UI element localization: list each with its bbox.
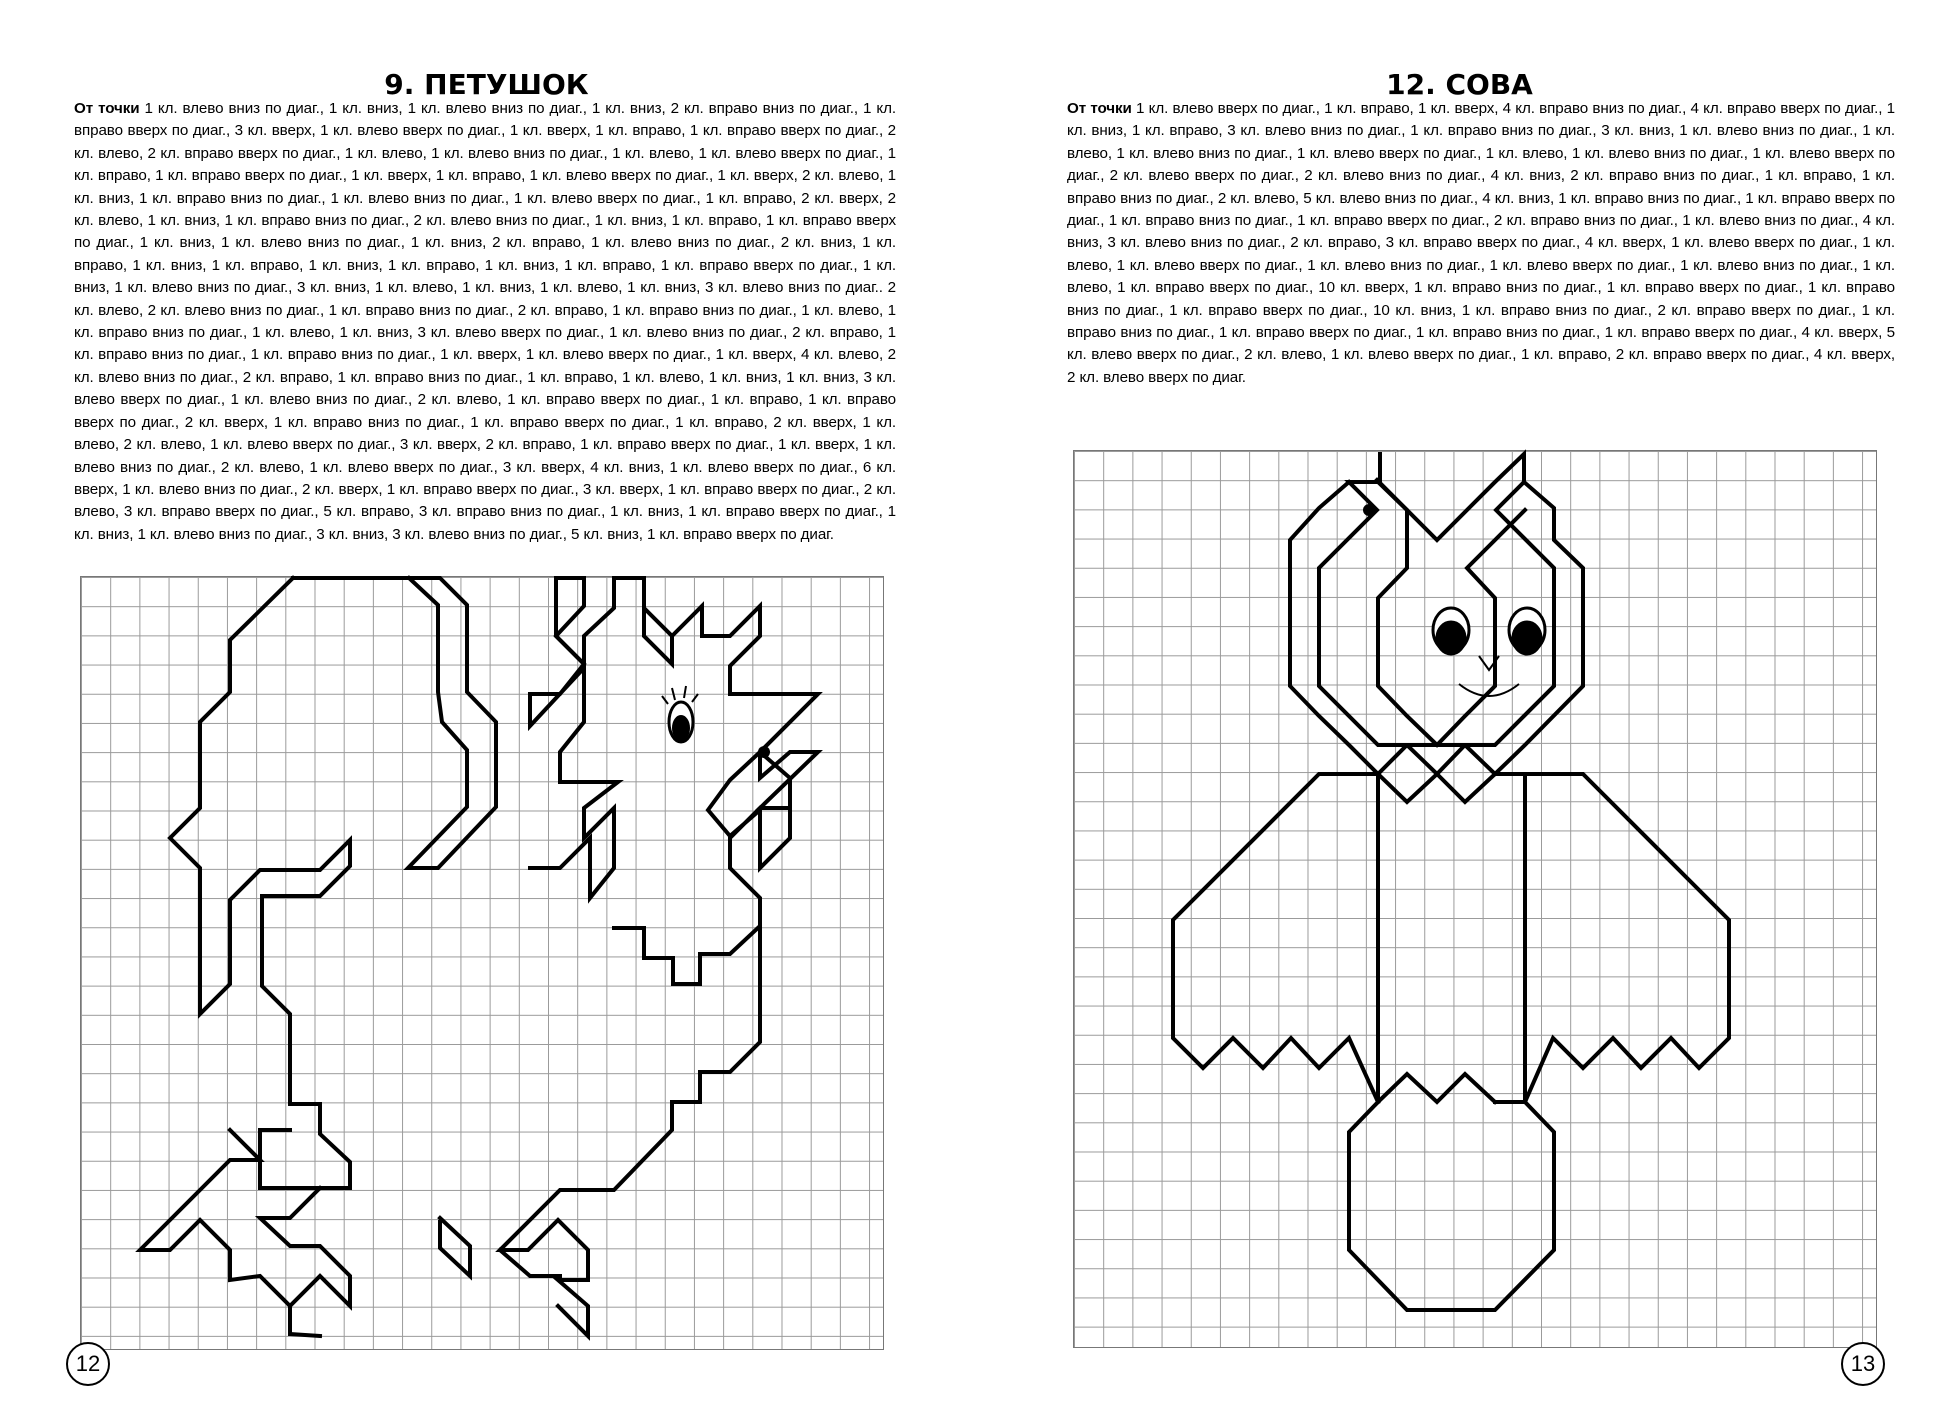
page-title: 9. ПЕТУШОК: [384, 68, 589, 101]
rooster-tail: [170, 578, 350, 1188]
instructions-lead: От точки: [74, 100, 140, 117]
owl-body-right: [1495, 774, 1525, 1102]
owl-body-left: [1378, 774, 1495, 1102]
owl-drawing: [973, 0, 1946, 1415]
page-number: 13: [1841, 1342, 1885, 1386]
rooster-eye: [662, 686, 698, 742]
owl-eyes: [1433, 608, 1545, 654]
instructions-body: 1 кл. влево вверх по диаг., 1 кл. вправо, 1 кл. вверх, 4 кл. вправо вниз по диаг., 4 кл. вправо вверх по диаг., 1 кл. вниз, 1 кл. вправо, 3 кл. влево вниз по диаг., 1 кл. вправо вниз по диаг., 3 кл. вниз, 1 кл. влево вниз по диаг., 1 кл. влево, 1 кл. влево вниз по диаг., 1 кл. влево вверх по диаг., 1 кл. влево, 1 кл. влево вниз по диаг., 1 кл. влево вверх по диаг., 2 кл. влево вверх по диаг., 2 кл. влево вниз по диаг., 4 кл. вниз, 2 кл. вправо вниз по диаг., 1 кл. вправо, 1 кл. вправо вниз по диаг., 2 кл. влево, 5 кл. влево вниз по диаг., 4 кл. вниз, 1 кл. вправо вниз по диаг., 1 кл. вправо вверх по диаг., 1 кл. вправо вниз по диаг., 1 кл. вправо вверх по диаг., 2 кл. вправо вниз по диаг., 1 кл. влево вниз по диаг., 4 кл. вниз, 3 кл. влево вниз по диаг., 2 кл. вправо, 3 кл. вправо вверх по диаг., 4 кл. вверх, 1 кл. влево вверх по диаг., 1 кл. влево, 1 кл. влево вверх по диаг., 1 кл. влево вниз по диаг., 1 кл. влево вверх по диаг., 1 кл. влево вниз по диаг., 1 кл. влево, 1 кл. вправо вверх по диаг., 10 кл. вверх, 1 кл. вправо вниз по диаг., 1 кл. вправо вверх по диаг., 1 кл. вправо вниз по диаг., 1 кл. вправо вверх по диаг., 10 кл. вниз, 1 кл. вправо вниз по диаг., 2 кл. вправо вверх по диаг., 1 кл. вправо вниз по диаг., 1 кл. вправо вверх по диаг., 1 кл. вправо вниз по диаг., 1 кл. вправо вверх по диаг., 4 кл. вверх, 5 кл. влево вверх по диаг., 2 кл. влево, 1 кл. влево вверх по диаг., 1 кл. вправо, 2 кл. вправо вверх по диаг., 4 кл. вверх, 2 кл. влево вверх по диаг.: [1067, 100, 1895, 386]
instructions-body: 1 кл. влево вниз по диаг., 1 кл. вниз, 1 кл. влево вниз по диаг., 1 кл. вниз, 2 кл. вправо вниз по диаг., 1 кл. вправо вверх по диаг., 3 кл. вверх, 1 кл. влево вверх по диаг., 1 кл. вверх, 1 кл. вправо, 1 кл. вправо вверх по диаг., 2 кл. влево, 2 кл. вправо вверх по диаг., 1 кл. влево, 1 кл. влево вниз по диаг., 1 кл. влево, 1 кл. влево вверх по диаг., 1 кл. вправо, 1 кл. вправо вверх по диаг., 1 кл. вверх, 1 кл. вправо, 1 кл. влево вверх по диаг., 1 кл. вверх, 2 кл. влево, 1 кл. вниз, 1 кл. вправо вниз по диаг., 1 кл. влево вниз по диаг., 1 кл. влево вверх по диаг., 1 кл. вправо, 2 кл. вверх, 2 кл. влево, 1 кл. вниз, 1 кл. вправо вниз по диаг., 2 кл. влево вниз по диаг., 1 кл. вниз, 1 кл. вправо, 1 кл. вправо вверх по диаг., 1 кл. вниз, 1 кл. влево вниз по диаг., 1 кл. вниз, 2 кл. вправо, 1 кл. влево вниз по диаг., 2 кл. вниз, 1 кл. вправо, 1 кл. вниз, 1 кл. вправо, 1 кл. вниз, 1 кл. вправо, 1 кл. вниз, 1 кл. вправо, 1 кл. вправо вверх по диаг., 1 кл. вниз, 1 кл. влево вниз по диаг., 3 кл. вниз, 1 кл. влево, 1 кл. вниз, 1 кл. влево, 1 кл. вниз, 3 кл. влево вниз по диаг.. 2 кл. влево, 2 кл. влево вниз по диаг., 1 кл. вправо вниз по диаг., 2 кл. вправо, 1 кл. вправо вниз по диаг., 1 кл. влево, 1 кл. вправо вниз по диаг., 1 кл. влево, 1 кл. вниз, 3 кл. влево вверх по диаг., 1 кл. влево вниз по диаг., 2 кл. вправо, 1 кл. вправо вниз по диаг., 1 кл. вправо вниз по диаг., 1 кл. вверх, 1 кл. влево вверх по диаг., 1 кл. вверх, 4 кл. влево, 2 кл. влево вниз по диаг., 2 кл. вправо, 1 кл. вправо вниз по диаг., 1 кл. вправо, 1 кл. влево, 1 кл. вниз, 1 кл. вниз, 3 кл. влево вверх по диаг., 1 кл. влево вниз по диаг., 2 кл. влево, 1 кл. вправо вверх по диаг., 1 кл. вправо, 1 кл. вправо вверх по диаг., 2 кл. вверх, 1 кл. вправо вниз по диаг., 1 кл. вправо вверх по диаг., 1 кл. вправо, 2 кл. вверх, 1 кл. влево, 2 кл. влево, 1 кл. влево вверх по диаг., 3 кл. вверх, 2 кл. вправо, 1 кл. вправо вверх по диаг., 1 кл. вверх, 1 кл. влево вниз по диаг., 2 кл. влево, 1 кл. влево вверх по диаг., 3 кл. вверх, 4 кл. вниз, 1 кл. влево вверх по диаг., 6 кл. вверх, 1 кл. влево вниз по диаг., 2 кл. вверх, 1 кл. вправо вверх по диаг., 3 кл. вверх, 1 кл. вправо вверх по диаг., 2 кл. влево, 3 кл. вправо вверх по диаг., 5 кл. вправо, 3 кл. вправо вниз по диаг., 1 кл. вниз, 1 кл. вправо вверх по диаг., 1 кл. вниз, 1 кл. влево вниз по диаг., 3 кл. вниз, 3 кл. влево вниз по диаг., 5 кл. вниз, 1 кл. вправо вверх по диаг.: [74, 100, 896, 543]
page-number: 12: [66, 1342, 110, 1386]
start-point: [1363, 504, 1375, 516]
start-point: [758, 746, 770, 758]
page-title: 12. СОВА: [1386, 68, 1533, 101]
owl-wing-right: [1525, 774, 1729, 1102]
rooster-leg-left: [140, 1130, 290, 1334]
owl-wing-left: [1173, 774, 1378, 1102]
right-page: [973, 0, 1946, 1415]
rooster-head: [530, 578, 618, 898]
rooster-leg-right: [440, 1218, 560, 1276]
owl-chest: [1378, 774, 1525, 802]
rooster-leg-middle: [260, 1188, 350, 1336]
rooster-outline: [293, 578, 496, 868]
instructions-lead: От точки: [1067, 100, 1132, 117]
owl-tail: [1349, 1102, 1554, 1310]
rooster-wattle: [614, 752, 790, 984]
rooster-comb: [556, 578, 818, 808]
